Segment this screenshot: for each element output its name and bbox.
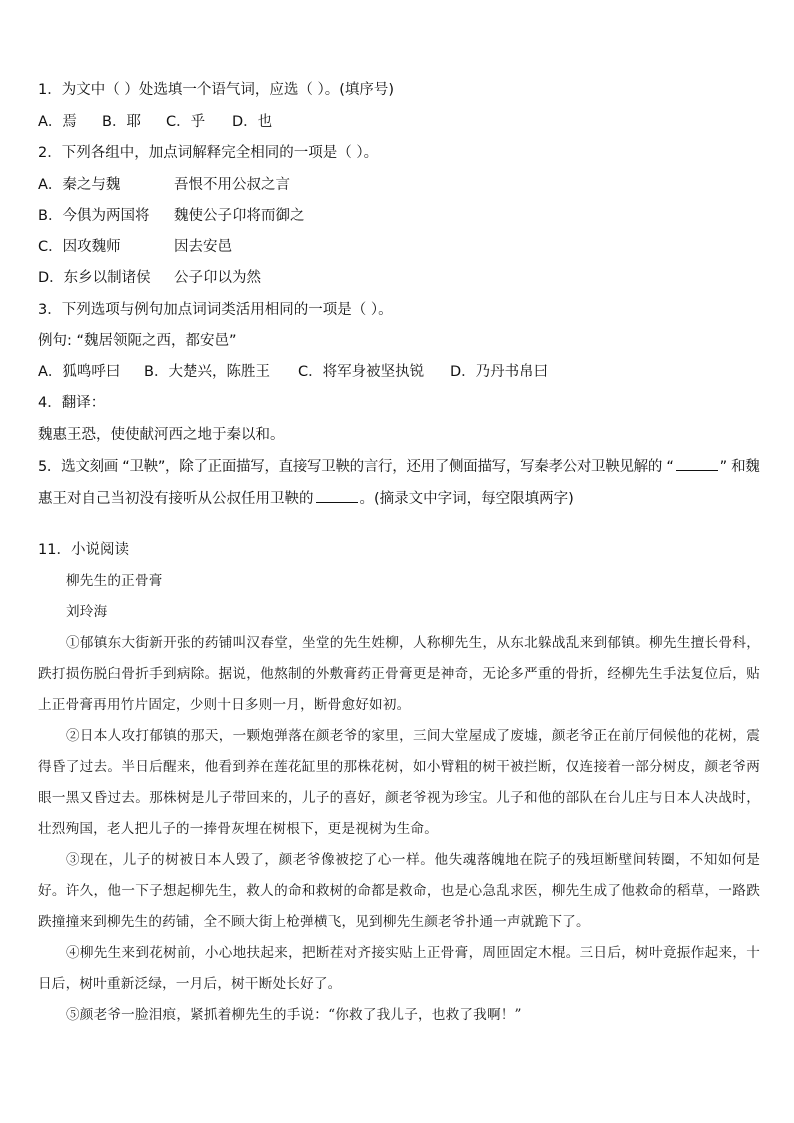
answer-blank-2 — [316, 488, 358, 503]
question-2-stem: 2．下列各组中，加点词解释完全相同的一项是（ ）。 — [38, 145, 379, 161]
question-2-row-a — [38, 175, 758, 195]
question-2-row-c — [38, 237, 758, 257]
option-b: B．大楚兴，陈胜王 — [144, 364, 270, 380]
question-4-text: 魏惠王恐，使使献河西之地于秦以和。 — [38, 427, 285, 443]
row-d-left: D．东乡以制诸侯 — [38, 270, 151, 286]
story-paragraph-1: ①郁镇东大街新开张的药铺叫汉春堂，坐堂的先生姓柳，人称柳先生，从东北躲战乱来到郁镇。柳先生擅长骨科，跌打损伤脱臼骨折手到病除。据说，他熬制的外敷膏药正骨膏更是神奇，无论多严重的骨折，经柳先生手法复位后，贴上正骨膏再用竹片固定，少则十日多则一月，断骨愈好如初。 — [38, 635, 760, 713]
row-b-left: B．今俱为两国将 — [38, 208, 150, 224]
section-11-heading: 11．小说阅读 — [38, 542, 129, 558]
answer-blank-1 — [676, 456, 718, 471]
story-paragraph-5: ⑤颜老爷一脸泪痕，紧抓着柳先生的手说：“你救了我儿子，也救了我啊！” — [66, 1007, 522, 1023]
option-a: A．狐鸣呼曰 — [38, 364, 121, 380]
question-3-stem: 3．下列选项与例句加点词词类活用相同的一项是（ ）。 — [38, 302, 393, 318]
question-5-line-1 — [38, 456, 758, 477]
question-3-options — [38, 362, 758, 382]
row-d-right: 公子卬以为然 — [174, 270, 261, 286]
question-5-part-1: 5．选文刻画 “卫鞅”，除了正面描写，直接写卫鞅的言行，还用了侧面描写，写秦孝公对卫鞅见解的 “ — [38, 459, 674, 475]
question-2-row-b — [38, 206, 758, 226]
question-5-line-2 — [38, 488, 758, 509]
story-paragraph-4: ④柳先生来到花树前，小心地扶起来，把断茬对齐接实贴上正骨膏，周匝固定木棍。三日后，树叶竟振作起来，十日后，树叶重新泛绿，一月后，树干断处长好了。 — [38, 945, 760, 992]
option-d: D．也 — [232, 114, 273, 130]
option-d: D．乃丹书帛曰 — [450, 364, 549, 380]
question-5-part-3: 惠王对自己当初没有接听从公叔任用卫鞅的 — [38, 491, 314, 507]
question-2-row-d — [38, 268, 758, 288]
option-b: B．耶 — [102, 114, 141, 130]
row-c-right: 因去安邑 — [174, 239, 232, 255]
story-title: 柳先生的正骨膏 — [66, 573, 163, 589]
row-a-left: A．秦之与魏 — [38, 177, 121, 193]
row-c-left: C．因攻魏师 — [38, 239, 121, 255]
story-author: 刘玲海 — [66, 604, 108, 620]
row-b-right: 魏使公子卬将而御之 — [174, 208, 305, 224]
story-paragraph-3: ③现在，儿子的树被日本人毁了，颜老爷像被挖了心一样。他失魂落魄地在院子的残垣断壁间转圈，不知如何是好。许久，他一下子想起柳先生，救人的命和救树的命都是救命，也是心急乱求医，柳先生成了他救命的稻草，一路跌跌撞撞来到柳先生的药铺，全不顾大街上枪弹横飞，见到柳先生颜老爷扑通一声就跪下了。 — [38, 852, 760, 930]
option-a: A．焉 — [38, 114, 77, 130]
question-5-part-2: ” 和魏 — [719, 459, 760, 475]
question-1-options — [38, 112, 758, 132]
option-c: C．将军身被坚执锐 — [298, 364, 425, 380]
story-paragraph-2: ②日本人攻打郁镇的那天，一颗炮弹落在颜老爷的家里，三间大堂屋成了废墟，颜老爷正在前厅伺候他的花树，震得昏了过去。半日后醒来，他看到养在莲花缸里的那株花树，如小臂粗的树干被拦断，仅连接着一部分树皮，颜老爷两眼一黑又昏过去。那株树是儿子带回来的，儿子的喜好，颜老爷视为珍宝。儿子和他的部队在台儿庄与日本人决战时，壮烈殉国，老人把儿子的一捧骨灰埋在树根下，更是视树为生命。 — [38, 728, 760, 837]
option-c: C．乎 — [166, 114, 206, 130]
row-a-right: 吾恨不用公叔之言 — [174, 177, 290, 193]
question-5-part-4: 。(摘录文中字词，每空限填两字) — [359, 491, 574, 507]
question-4-stem: 4．翻译： — [38, 395, 106, 411]
question-3-example: 例句: “魏居领阨之西，都安邑” — [38, 333, 237, 349]
story-body — [38, 566, 760, 1031]
question-1-stem: 1．为文中（ ）处选填一个语气词，应选（ ）。(填序号) — [38, 82, 395, 98]
